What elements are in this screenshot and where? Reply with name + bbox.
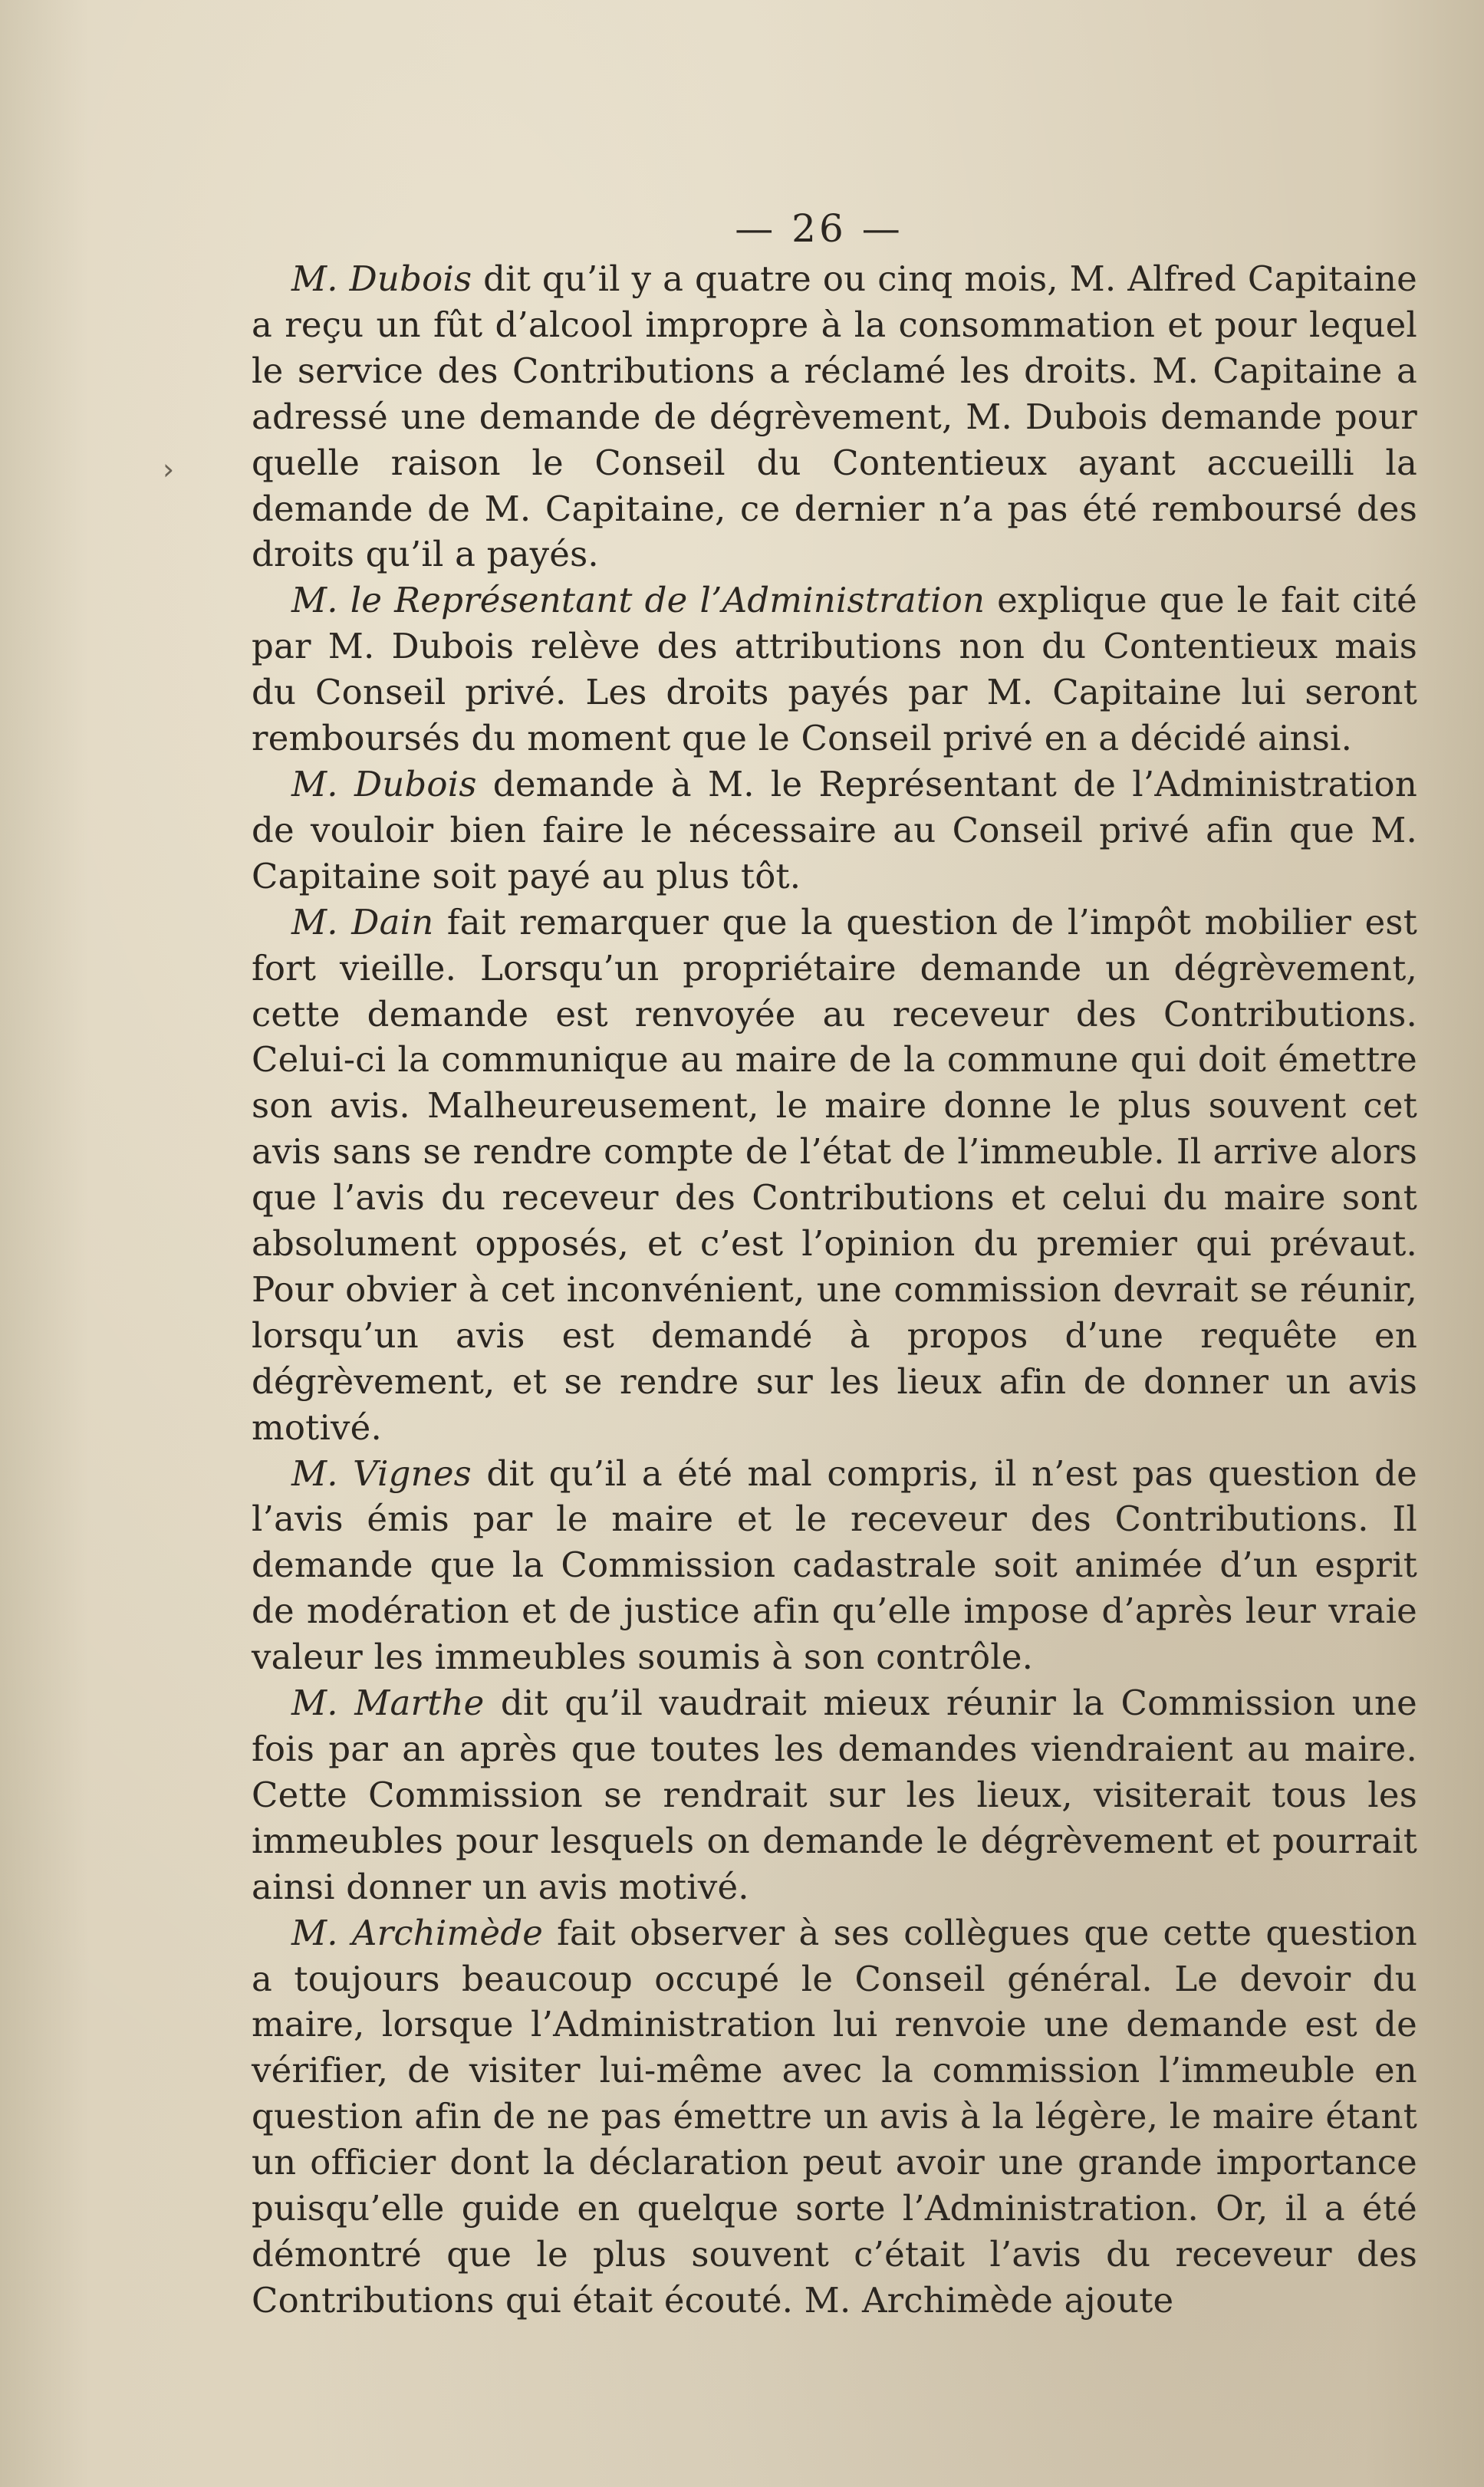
paragraph-vignes: [252, 1451, 1417, 1681]
paragraph-text: dit qu’il y a quatre ou cinq mois, M. Alfred Capitaine a reçu un fût d’alcool impropre à la consommation et pour lequel le service des Contributions a réclamé les droits. M. Capitaine a adressé une demande de dégrèvement, M. Dubois demande pour quelle raison le Conseil du Contentieux ayant accueilli la demande de M. Capitaine, ce dernier n’a pas été remboursé des droits qu’il a payés.: [252, 258, 1417, 575]
text-column: [252, 206, 1417, 2324]
paragraph-text: fait observer à ses collègues que cette question a toujours beaucoup occupé le Conseil général. Le devoir du maire, lorsque l’Administration lui renvoie une demande est de vérifier, de visiter lui-même avec la commission l’immeuble en question afin de ne pas émettre un avis à la légère, le maire étant un officier dont la déclaration peut avoir une grande importance puisqu’elle guide en quelque sorte l’Administration. Or, il a été démontré que le plus souvent c’était l’avis du receveur des Contributions qui était écouté. M. Archimède ajoute: [252, 1912, 1417, 2321]
paragraph-representant: [252, 577, 1417, 762]
paragraph-text: dit qu’il vaudrait mieux réunir la Commission une fois par an après que toutes les demandes viendraient au maire. Cette Commission se rendrait sur les lieux, visiterait tous les immeubles pour lesquels on demande le dégrèvement et pourrait ainsi donner un avis motivé.: [252, 1683, 1417, 1907]
paragraph-text: fait remarquer que la question de l’impôt mobilier est fort vieille. Lorsqu’un propriétaire demande un dégrèvement, cette demande est renvoyée au receveur des Contributions. Celui-ci la communique au maire de la commune qui doit émettre son avis. Malheureusement, le maire donne le plus souvent cet avis sans se rendre compte de l’état de l’immeuble. Il arrive alors que l’avis du receveur des Contributions et celui du maire sont absolument opposés, et c’est l’opinion du premier qui prévaut. Pour obvier à cet inconvénient, une commission devrait se réunir, lorsqu’un avis est demandé à propos d’une requête en dégrèvement, et se rendre sur les lieux afin de donner un avis motivé.: [252, 901, 1418, 1448]
speaker-name: M. Dain: [291, 901, 434, 942]
speaker-name: M. Dubois: [291, 763, 477, 804]
paragraph-text: demande à M. le Représentant de l’Administration de vouloir bien faire le nécessaire au Conseil privé afin que M. Capitaine soit payé au plus tôt.: [252, 763, 1417, 896]
paragraph-dubois-1: [252, 256, 1417, 577]
paragraph-text: explique que le fait cité par M. Dubois relève des attributions non du Contentieux mais du Conseil privé. Les droits payés par M. Capitaine lui seront remboursés du moment que le Conseil privé en a décidé ainsi.: [252, 580, 1417, 759]
paragraph-dain: [252, 900, 1417, 1451]
speaker-name: M. Archimède: [291, 1912, 544, 1953]
paragraph-marthe: [252, 1680, 1417, 1910]
page-number: — 26 —: [735, 206, 903, 251]
paragraph-text: dit qu’il a été mal compris, il n’est pas question de l’avis émis par le maire et le receveur des Contributions. Il demande que la Commission cadastrale soit animée d’un esprit de modération et de justice afin qu’elle impose d’après leur vraie valeur les immeubles soumis à son contrôle.: [252, 1452, 1417, 1678]
margin-mark: ›: [163, 452, 175, 486]
speaker-name: M. Vignes: [291, 1452, 472, 1494]
speaker-name: M. Dubois: [291, 258, 472, 299]
speaker-name: M. Marthe: [291, 1683, 485, 1724]
speaker-name: M. le Représentant de l’Administration: [291, 580, 985, 621]
paragraph-dubois-2: [252, 762, 1417, 900]
paragraph-archimede: [252, 1910, 1417, 2324]
